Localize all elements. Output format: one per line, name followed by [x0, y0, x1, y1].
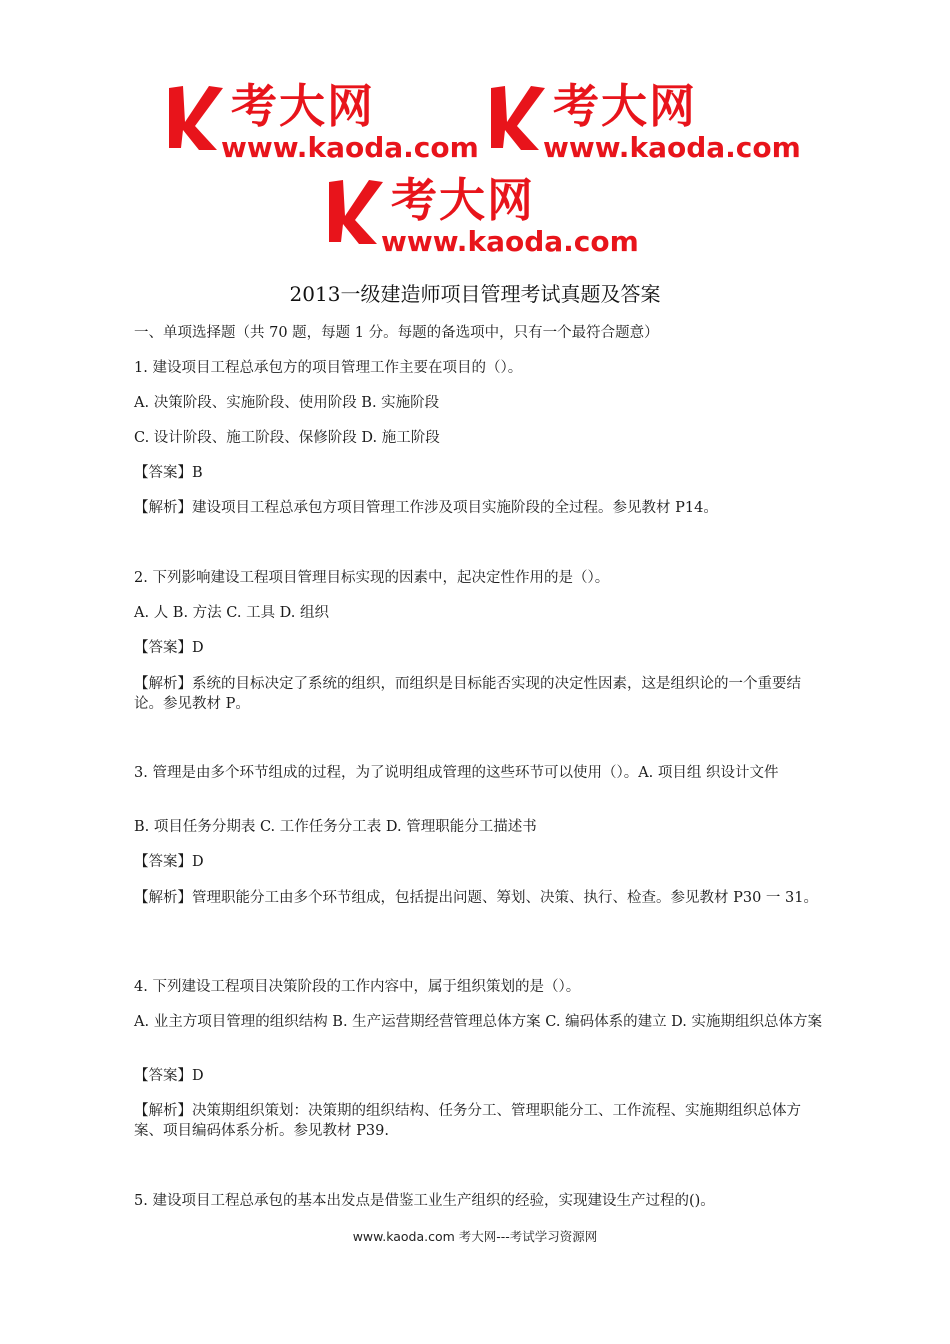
question-text: 1. 建设项目工程总承包方的项目管理工作主要在项目的（）。: [134, 360, 523, 376]
logo-url-text: www.kaoda.com: [543, 131, 801, 164]
analysis-text: 【解析】决策期组织策划：决策期的组织结构、任务分工、管理职能分工、工作流程、实施期组织总体方案、项目编码体系分析。参见教材 P39.: [134, 1103, 801, 1139]
logo-brand-text: 考大网: [553, 79, 697, 133]
question-text: 2. 下列影响建设工程项目管理目标实现的因素中，起决定性作用的是（）。: [134, 570, 610, 586]
document-title: 2013一级建造师项目管理考试真题及答案: [289, 282, 661, 306]
question-options: B. 项目任务分期表 C. 工作任务分工表 D. 管理职能分工描述书: [134, 819, 537, 835]
question-text: 4. 下列建设工程项目决策阶段的工作内容中，属于组织策划的是（）。: [134, 979, 581, 995]
question-options: A. 决策阶段、实施阶段、使用阶段 B. 实施阶段: [134, 395, 440, 411]
question-options: A. 人 B. 方法 C. 工具 D. 组织: [134, 605, 330, 621]
answer-text: 【答案】D: [134, 1068, 204, 1084]
analysis-text: 【解析】系统的目标决定了系统的组织，而组织是目标能否实现的决定性因素，这是组织论的一个重要结论。参见教材 P。: [134, 676, 801, 712]
k-logo-icon: [165, 82, 225, 152]
logo-brand-text: 考大网: [231, 79, 375, 133]
kaoda-logo: [165, 78, 485, 168]
kaoda-logo: [325, 172, 645, 262]
page-footer: www.kaoda.com 考大网---考试学习资源网: [352, 1229, 598, 1244]
question-text: 5. 建设项目工程总承包的基本出发点是借鉴工业生产组织的经验，实现建设生产过程的()。: [134, 1193, 715, 1209]
k-logo-icon: [487, 82, 547, 152]
logo-brand-text: 考大网: [391, 173, 535, 227]
analysis-text: 【解析】管理职能分工由多个环节组成，包括提出问题、筹划、决策、执行、检查。参见教材 P30 一 31。: [134, 890, 818, 906]
answer-text: 【答案】D: [134, 640, 204, 656]
answer-text: 【答案】B: [134, 465, 203, 481]
question-text: 3. 管理是由多个环节组成的过程，为了说明组成管理的这些环节可以使用（）。A. 项目组 织设计文件: [134, 765, 779, 781]
logo-url-text: www.kaoda.com: [221, 131, 479, 164]
logo-url-text: www.kaoda.com: [381, 225, 639, 258]
question-options: A. 业主方项目管理的组织结构 B. 生产运营期经营管理总体方案 C. 编码体系的建立 D. 实施期组织总体方案: [134, 1014, 823, 1030]
kaoda-logo: [487, 78, 807, 168]
analysis-text: 【解析】建设项目工程总承包方项目管理工作涉及项目实施阶段的全过程。参见教材 P14。: [134, 500, 718, 516]
k-logo-icon: [325, 176, 385, 246]
section-heading: 一、单项选择题（共 70 题，每题 1 分。每题的备选项中，只有一个最符合题意）: [134, 325, 659, 341]
answer-text: 【答案】D: [134, 854, 204, 870]
question-options: C. 设计阶段、施工阶段、保修阶段 D. 施工阶段: [134, 430, 440, 446]
